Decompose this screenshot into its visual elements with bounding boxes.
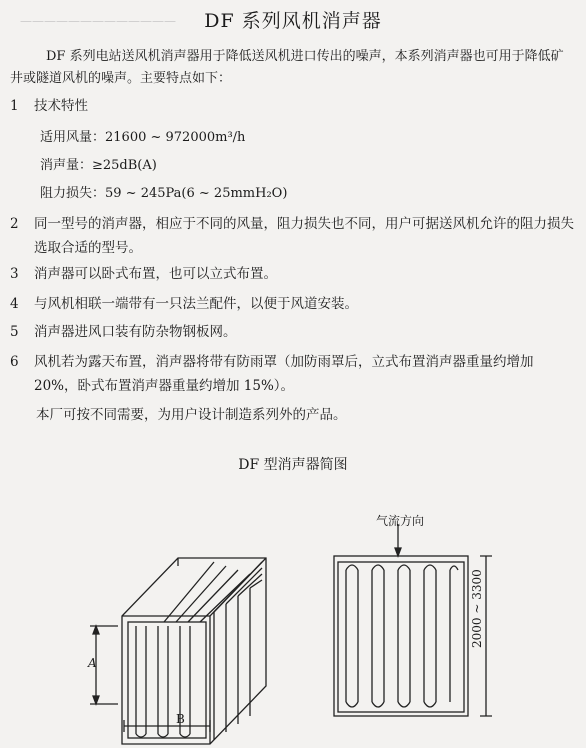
item-number: 2 [10, 216, 19, 232]
item-text: 技术特性 [34, 98, 88, 114]
spec-noise: 消声量：≥25dB(A) [40, 158, 157, 173]
spec-resistance: 阻力损失：59 ~ 245Pa(6 ~ 25mmH₂O) [40, 186, 288, 201]
spec-airflow: 适用风量：21600 ~ 972000m³/h [40, 130, 246, 145]
item-number: 4 [10, 296, 19, 312]
item-text: 同一型号的消声器，相应于不同的风量，阻力损失也不同，用户可据送风机允许的阻力损失选取合适的型号。 [34, 216, 574, 256]
airflow-direction-label: 气流方向 [376, 514, 425, 528]
length-dimension-label: 2000 ~ 3300 [470, 569, 484, 648]
item-number: 6 [10, 354, 19, 370]
page-title: DF 系列风机消声器 [204, 10, 382, 32]
item-text: 消声器可以卧式布置，也可以立式布置。 [34, 266, 277, 282]
dimension-a-label: A [88, 656, 97, 670]
dimension-b-label: B [176, 712, 185, 726]
figure-caption: DF 型消声器简图 [238, 457, 348, 473]
item-text: 与风机相联一端带有一只法兰配件，以便于风道安装。 [34, 296, 358, 312]
intro-paragraph: DF 系列电站送风机消声器用于降低送风机进口传出的噪声，本系列消声器也可用于降低矿井或隧道风机的噪声。主要特点如下： [10, 49, 564, 86]
bleed-through-text: ————————————— [20, 14, 176, 28]
item-number: 3 [10, 266, 19, 282]
item-text: 消声器进风口装有防杂物钢板网。 [34, 324, 237, 340]
closing-paragraph: 本厂可按不同需要，为用户设计制造系列外的产品。 [36, 407, 347, 423]
silencer-front-outline [334, 556, 468, 716]
item-number: 1 [10, 98, 19, 114]
item-text: 风机若为露天布置，消声器将带有防雨罩（加防雨罩后，立式布置消声器重量约增加 20%，卧式布置消声器重量约增加 15%）。 [34, 354, 534, 394]
item-number: 5 [10, 324, 19, 340]
